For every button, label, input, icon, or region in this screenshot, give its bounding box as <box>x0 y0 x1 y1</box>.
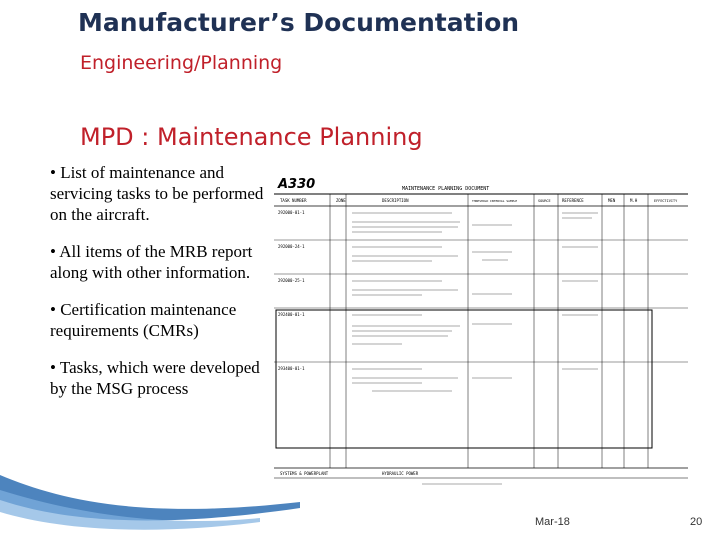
footer-date: Mar-18 <box>535 516 570 528</box>
decorative-swoosh <box>0 440 300 540</box>
page-number: 20 <box>690 516 703 528</box>
mpd-document-image <box>272 168 690 490</box>
mpd-task-number: 292400-01-1 <box>278 312 305 317</box>
mpd-col-header: TASK NUMBER <box>280 198 307 203</box>
section-heading: MPD : Maintenance Planning <box>80 123 423 151</box>
mpd-doc-title: MAINTENANCE PLANNING DOCUMENT <box>402 186 490 192</box>
mpd-col-header: REFERENCE <box>562 198 584 203</box>
slide-subtitle: Engineering/Planning <box>80 52 283 74</box>
mpd-col-header: EFFECTIVITY <box>654 199 678 203</box>
mpd-footer-mid: HYDRAULIC POWER <box>382 471 419 476</box>
mpd-col-header: DESCRIPTION <box>382 198 409 203</box>
mpd-task-number: 292000-01-1 <box>278 210 305 215</box>
bullet-item: • Certification maintenance requirements (CMRs) <box>50 300 237 340</box>
mpd-col-header: ZONE <box>336 198 346 203</box>
mpd-task-number: 292000-24-1 <box>278 244 305 249</box>
bullet-list <box>50 162 265 415</box>
mpd-col-header: MEN <box>608 198 616 203</box>
mpd-col-header: THRESHOLD INTERVAL SAMPLE <box>472 199 518 203</box>
mpd-col-header: SOURCE <box>538 199 551 203</box>
bullet-item: • All items of the MRB report along with other information. <box>50 242 253 282</box>
bullet-item: • List of maintenance and servicing tasks to be performed on the aircraft. <box>50 163 264 224</box>
mpd-logo: A330 <box>278 177 316 192</box>
mpd-task-number: 292000-25-1 <box>278 278 305 283</box>
slide-title: Manufacturer’s Documentation <box>78 8 520 37</box>
mpd-col-header: M.H <box>630 198 638 203</box>
mpd-task-number: 293400-01-1 <box>278 366 305 371</box>
mpd-footer-left: SYSTEMS & POWERPLANT <box>280 471 329 476</box>
bullet-item: • Tasks, which were developed by the MSG process <box>50 358 260 398</box>
